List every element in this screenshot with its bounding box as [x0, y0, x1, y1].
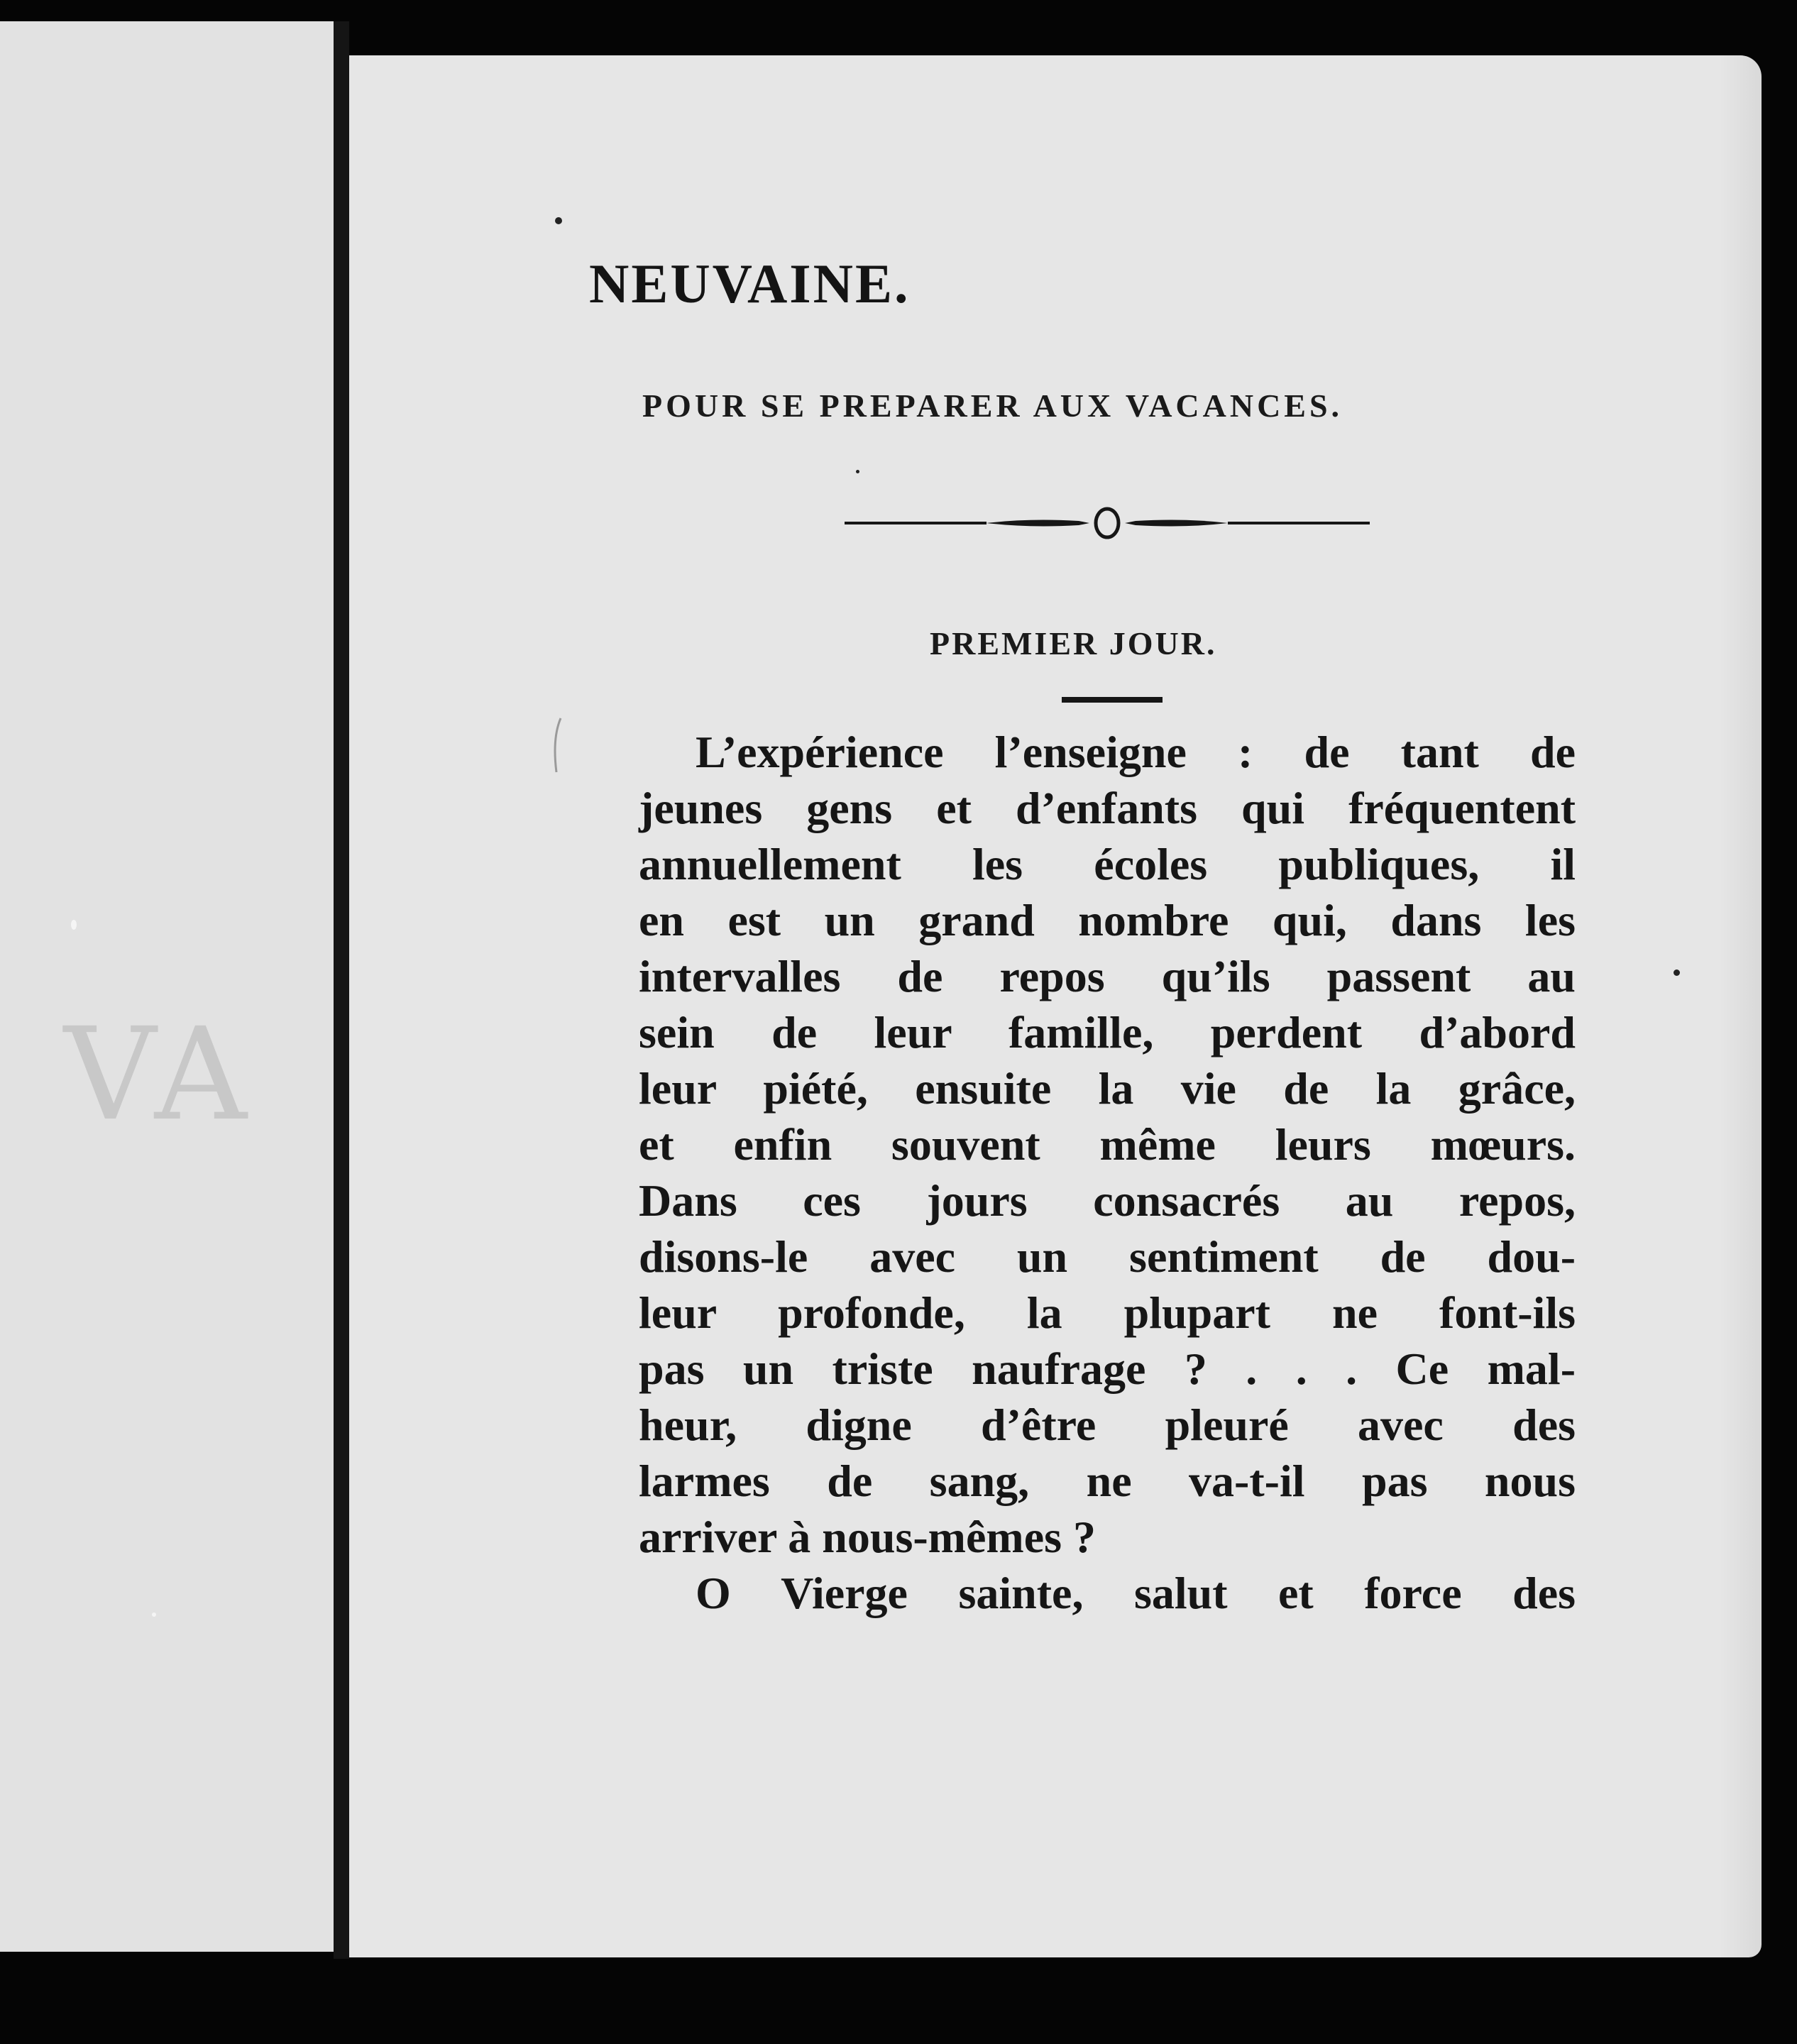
body-paragraph [639, 724, 1576, 1621]
text-line: sein de leur famille, perdent d’abord [639, 1007, 1576, 1057]
text-line: O Vierge sainte, salut et force des [696, 1568, 1576, 1618]
text-line: intervalles de repos qu’ils passent au [639, 951, 1576, 1001]
paper-speck [1674, 969, 1680, 976]
facing-page-bleed-through: VA [64, 1001, 254, 1149]
text-line: pas un triste naufrage ? . . . Ce mal- [639, 1344, 1576, 1394]
paper-speck [856, 470, 859, 473]
paper-speck [152, 1612, 156, 1617]
day-heading: PREMIER JOUR. [930, 625, 1217, 661]
page-title: NEUVAINE. [589, 253, 911, 314]
text-line: et enfin souvent même leurs mœurs. [639, 1119, 1576, 1170]
scroll-rule-ornament-icon [845, 505, 1370, 541]
facing-page [0, 21, 334, 1952]
page-edge-shadow [1719, 55, 1762, 1957]
heading-rule [1062, 697, 1163, 703]
text-line: annuellement les écoles publiques, il [639, 839, 1576, 889]
text-line: en est un grand nombre qui, dans les [639, 895, 1576, 945]
text-line: heur, digne d’être pleuré avec des [639, 1400, 1576, 1450]
text-line: arriver à nous-mêmes ? [639, 1512, 1096, 1562]
text-line: Dans ces jours consacrés au repos, [639, 1175, 1576, 1226]
text-line: L’expérience l’enseigne : de tant de [696, 727, 1576, 777]
text-line: leur profonde, la plupart ne font-ils [639, 1287, 1576, 1338]
paper-speck [555, 217, 562, 224]
text-line: larmes de sang, ne va-t-il pas nous [639, 1456, 1576, 1506]
pencil-mark-icon [546, 717, 568, 774]
book-gutter [334, 21, 349, 1959]
paper-speck [71, 920, 77, 930]
text-line: jeunes gens et d’enfants qui fréquentent [639, 783, 1576, 833]
text-line: leur piété, ensuite la vie de la grâce, [639, 1063, 1576, 1114]
page-subtitle: POUR SE PREPARER AUX VACANCES. [642, 388, 1343, 424]
text-line: disons-le avec un sentiment de dou- [639, 1231, 1576, 1282]
